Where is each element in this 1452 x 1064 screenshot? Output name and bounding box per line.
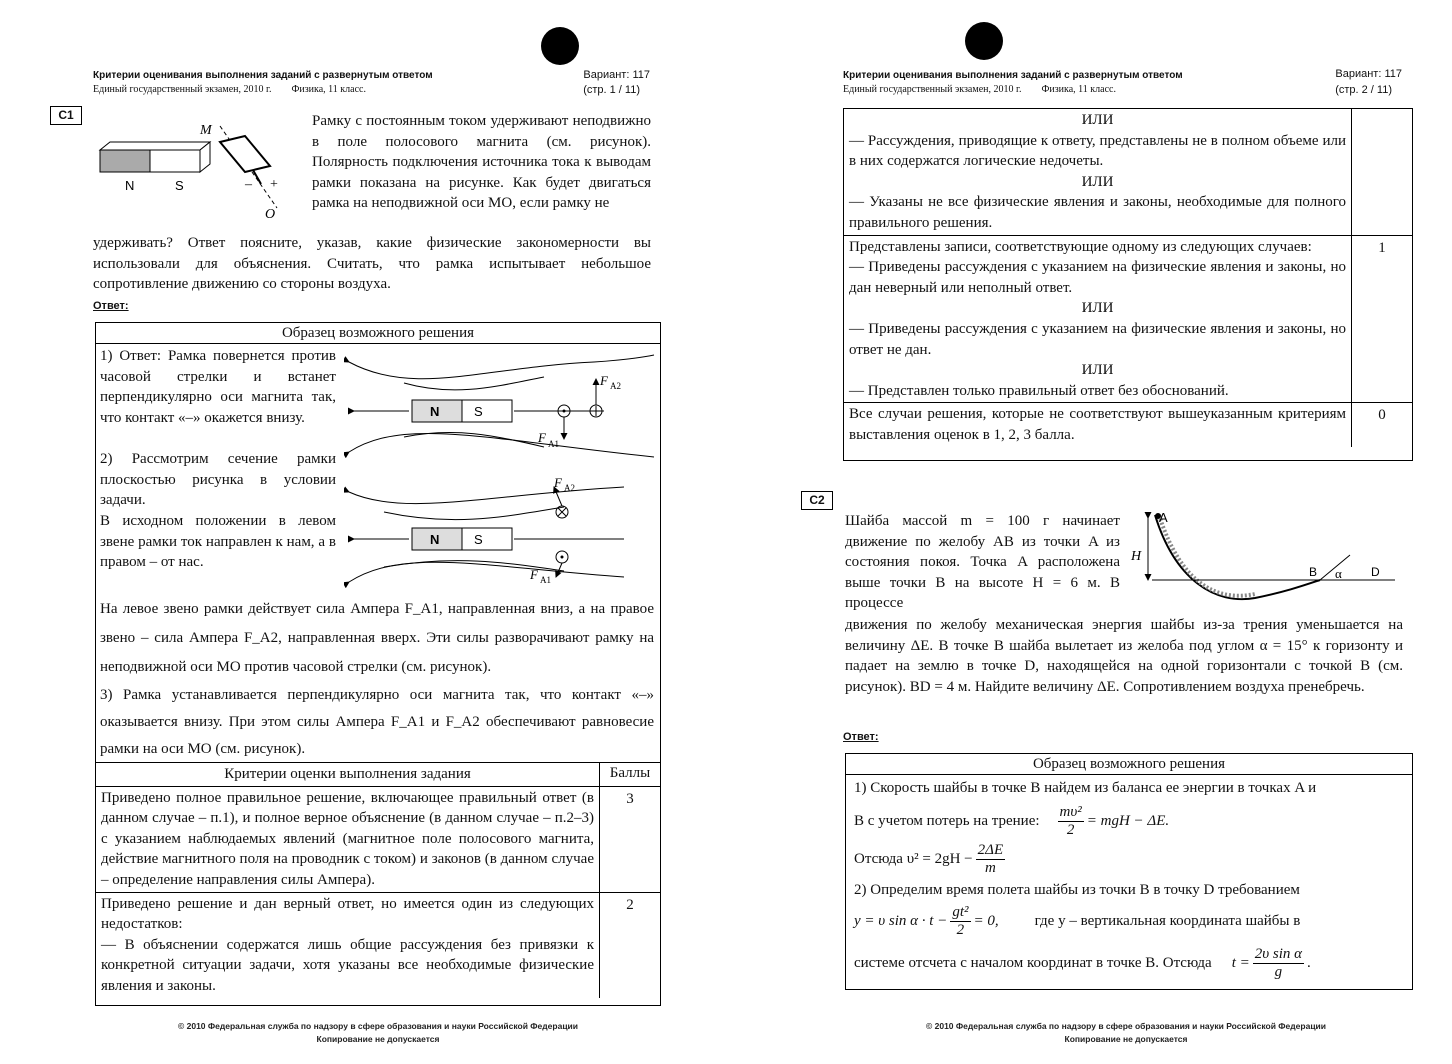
header-page-number: (стр. 1 / 11) <box>583 84 640 96</box>
criteria-2-points: 2 <box>626 896 634 913</box>
criteria-1b: — Приведены рассуждения с указанием на физические явления и законы, но ответ не дан. <box>849 320 1346 358</box>
footer-line1-left: © 2010 Федеральная служба по надзору в сфере образования и науки Российской Федерации <box>177 1021 578 1031</box>
header-title-right: Критерии оценивания выполнения заданий с развернутым ответом <box>843 70 1183 81</box>
label-minus: – <box>245 177 252 192</box>
c1-problem-text: Рамку с постоянным током удерживают неподвижно в поле полосового магнита (см. рисунок). Полярность подключения источника тока к выводам рамки показана на рисунке. Как будет двигаться рамка на неподвижной оси MO, если рамку не <box>312 113 651 211</box>
diag-bot-s: S <box>474 532 483 547</box>
or-label: ИЛИ <box>1081 112 1114 128</box>
header-page-number-right: (стр. 2 / 11) <box>1335 84 1392 96</box>
c2-s1-eq-line <box>854 804 1406 839</box>
c1-problem-text-cont: удерживать? Ответ поясните, указав, какие физические закономерности вы использовали для объяснения. Считать, что рамка испытывает небольшое сопротивление движению со стороны воздуха. <box>93 235 651 292</box>
diag-top-fa1: F <box>538 430 546 445</box>
header-subtitle: Единый государственный экзамен, 2010 г. Физика, 11 класс. <box>93 84 366 95</box>
label-plus: + <box>270 177 278 192</box>
fig-a: A <box>1159 510 1168 525</box>
chute-figure <box>1125 500 1405 610</box>
c2-s2b-line <box>854 946 1406 981</box>
or-label: ИЛИ <box>1081 173 1114 190</box>
label-o: O <box>265 207 276 222</box>
c1-step1: 1) Ответ: Рамка повернется против часовой стрелки и встанет перпендикулярно оси магнита так, что контакт «–» окажется внизу. <box>100 348 336 426</box>
c2-s2-num: gt² <box>952 904 969 920</box>
footer-line1-right: © 2010 Федеральная служба по надзору в сфере образования и науки Российской Федерации <box>925 1021 1326 1031</box>
criteria-header-row <box>96 763 660 787</box>
c2-s1: 1) Скорость шайбы в точке B найдем из баланса ее энергии в точках A и <box>854 780 1317 796</box>
c2-s1b: B с учетом потерь на трение: <box>854 813 1040 829</box>
c2-s1-fraction <box>1058 804 1084 839</box>
c2-problem-text-cont: движения по желобу механическая энергия шайбы из-за трения уменьшается на величину ΔE. В точке B шайба вылетает из желоба под углом α = 15° к горизонту и падает на землю в точке D, находящейся на одной горизонтали с точкой B (см. рисунок). BD = 4 м. Найдите величину ΔE. Сопротивлением воздуха пренебречь. <box>845 617 1403 695</box>
magnet-frame-figure <box>95 118 310 226</box>
field-lines-diagram <box>344 347 659 592</box>
or-label: ИЛИ <box>1081 362 1114 379</box>
diag-bot-fa2: F <box>554 475 562 490</box>
label-m: M <box>200 123 212 138</box>
criteria-row-2-cont <box>844 109 1412 236</box>
registration-mark <box>541 27 579 65</box>
criteria-2b: — Указаны не все физические явления и законы, необходимые для полного правильного решения. <box>849 194 1346 231</box>
task-tag-c1: C1 <box>50 106 82 125</box>
criteria-2-text: Приведено решение и дан верный ответ, но имеется один из следующих недостатков: <box>101 895 594 933</box>
footer-line2-left: Копирование не допускается <box>316 1034 440 1044</box>
header-variant: Вариант: 117 <box>583 69 650 81</box>
criteria-2a: — Рассуждения, приводящие к ответу, представлены не в полном объеме или в них содержатся логические недочеты. <box>849 132 1346 170</box>
criteria-1-intro: Представлены записи, соответствующие одному из следующих случаев: <box>849 238 1312 255</box>
c1-criteria-continuation <box>843 108 1413 461</box>
c2-problem-text: Шайба массой m = 100 г начинает движение по желобу AB из точки A из состояния покоя. Точка A расположена выше точки B на высоте H = 6 м. В процессе <box>845 513 1120 611</box>
c1-solution-header: Образец возможного решения <box>96 323 660 344</box>
diag-top-fa1-sub: A1 <box>548 439 559 449</box>
c2-s1c-fraction <box>976 842 1005 877</box>
fig-alpha: α <box>1335 566 1342 581</box>
c2-s1-den: 2 <box>1066 822 1075 838</box>
criteria-row-1 <box>844 236 1412 404</box>
c2-solution-box <box>845 753 1413 990</box>
criteria-0-points: 0 <box>1378 407 1386 424</box>
diag-top-s: S <box>474 404 483 419</box>
c1-step2b: В исходном положении в левом звене рамки ток направлен к нам, а в правом – от нас. <box>100 513 336 570</box>
criteria-1c: — Представлен только правильный ответ без обоснований. <box>849 382 1229 399</box>
diag-top-fa2: F <box>600 373 608 388</box>
criteria-1a: — Приведены рассуждения с указанием на физические явления и законы, но дан неверный или неполный ответ. <box>849 259 1346 296</box>
c2-s2-eq: y = υ sin α · t − <box>854 913 948 929</box>
c2-s2-eq-line <box>854 904 1406 939</box>
diag-top-n: N <box>430 404 440 419</box>
c2-s2-text: где y – вертикальная координата шайбы в <box>1034 913 1301 929</box>
criteria-row-0 <box>844 403 1412 446</box>
task-tag-c2: C2 <box>801 491 833 510</box>
c2-s1c-line <box>854 842 1008 877</box>
c2-s2-eq-rest: = 0, <box>973 913 999 929</box>
or-label: ИЛИ <box>1081 300 1114 317</box>
diag-top-fa2-sub: A2 <box>610 381 621 391</box>
criteria-1-points: 1 <box>1378 239 1386 256</box>
c2-solution-header: Образец возможного решения <box>846 754 1412 775</box>
c1-para-force: На левое звено рамки действует сила Ампера F_A1, направленная вниз, а на правое звено – сила Ампера F_A2, направленная вверх. Эти силы разворачивают рамку на неподвижной оси MO против часовой стрелки (см. рисунок). <box>100 601 654 675</box>
fig-h: H <box>1131 549 1142 564</box>
c1-answer-label: Ответ: <box>93 300 129 312</box>
c2-s1-num: mυ² <box>1059 804 1082 820</box>
c2-s1c-num: 2ΔE <box>977 842 1004 858</box>
criteria-3-text: Приведено полное правильное решение, включающее правильный ответ (в данном случае – п.1), и полное верное объяснение (в данном случае – п.2–3) с указанием наблюдаемых явлений (магнитное поле полосового магнита, действие магнитного поля на проводник с током) и законов (в данном случае – определение направления силы Ампера). <box>96 787 600 892</box>
c2-s2b: системе отсчета с началом координат в точке B. Отсюда <box>854 955 1212 971</box>
fig-b: B <box>1309 565 1318 579</box>
c2-s1c-den: m <box>984 860 996 876</box>
c2-s2b-end: . <box>1307 955 1311 971</box>
header-subtitle-right: Единый государственный экзамен, 2010 г. Физика, 11 класс. <box>843 84 1116 95</box>
diag-bot-fa1: F <box>530 567 538 582</box>
c1-criteria-table <box>95 762 661 1006</box>
c2-s2b-den: g <box>1274 964 1283 980</box>
points-header: Баллы <box>609 765 651 781</box>
diag-bot-fa2-sub: A2 <box>564 483 575 493</box>
c1-step3: 3) Рамка устанавливается перпендикулярно оси магнита так, что контакт «–» оказывается внизу. При этом силы Ампера F_A1 и F_A2 обеспечивают равновесие рамки на оси MO (см. рисунок). <box>100 687 654 757</box>
diag-bot-n: N <box>430 532 440 547</box>
c2-s2b-fraction <box>1253 946 1304 981</box>
criteria-row-2 <box>96 893 660 998</box>
footer-line2-right: Копирование не допускается <box>1064 1034 1188 1044</box>
header-title: Критерии оценивания выполнения заданий с развернутым ответом <box>93 70 433 81</box>
c2-s1c: Отсюда υ² = 2gH − <box>854 851 973 867</box>
c2-s2: 2) Определим время полета шайбы из точки B в точку D требованием <box>854 882 1300 898</box>
criteria-3-points: 3 <box>626 790 634 807</box>
c2-s2b-eq: t = <box>1231 955 1250 971</box>
c2-s2-den: 2 <box>956 922 965 938</box>
c2-answer-label: Ответ: <box>843 731 879 743</box>
criteria-row-3 <box>96 787 660 893</box>
header-variant-right: Вариант: 117 <box>1335 68 1402 80</box>
c1-step2: 2) Рассмотрим сечение рамки плоскостью рисунка в условии задачи. <box>100 451 336 508</box>
registration-mark <box>965 22 1003 60</box>
fig-d: D <box>1371 565 1380 579</box>
criteria-header: Критерии оценки выполнения задания <box>96 763 600 786</box>
diag-bot-fa1-sub: A1 <box>540 575 551 585</box>
c2-s2-fraction <box>950 904 970 939</box>
label-s: S <box>175 178 184 193</box>
criteria-0-text: Все случаи решения, которые не соответствуют вышеуказанным критериям выставления оценок в 1, 2, 3 балла. <box>844 403 1352 446</box>
criteria-2-bullet: — В объяснении содержатся лишь общие рассуждения без привязки к конкретной ситуации задачи, хотя указаны все необходимые физические явления и законы. <box>101 936 594 994</box>
c2-s1-eq-rest: = mgH − ΔE. <box>1086 813 1170 829</box>
label-n: N <box>125 178 135 193</box>
c2-s2b-num: 2υ sin α <box>1254 946 1303 962</box>
c1-solution-box <box>95 322 661 763</box>
